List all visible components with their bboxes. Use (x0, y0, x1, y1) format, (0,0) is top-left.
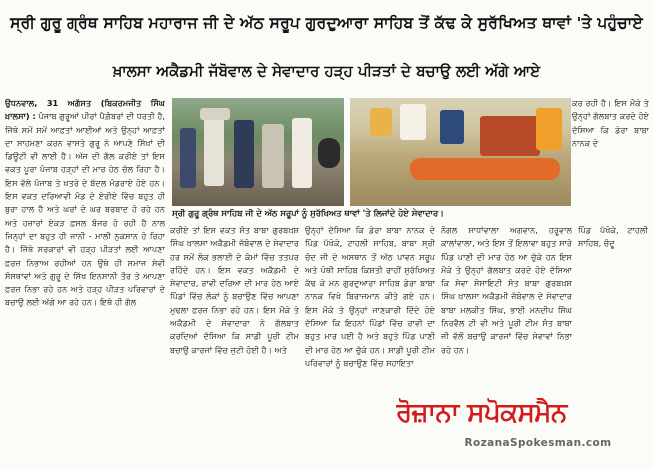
article-column-5 (572, 97, 649, 215)
article-column-4 (441, 224, 572, 394)
column-5-text: ਕਰ ਰਹੀ ਹੈ। ਇਸ ਮੌਕੇ ਤੇ ਉਨ੍ਹਾਂ ਗੱਲਬਾਤ ਕਰਦੇ ਹੋਏ ਦੱਸਿਆ ਕਿ ਡੇਰਾ ਬਾਬਾ ਨਾਨਕ ਦੇ (572, 98, 649, 148)
dateline: ਉਧਨਵਾਲ, 31 ਅਗੱਸਤ (ਬਿਕਰਮਜੀਤ ਸਿੰਘ ਖ਼ਾਲਸਾ) : (5, 98, 165, 122)
website-url: RozanaSpokesman.com (464, 437, 612, 449)
column-6-text: ਪਿੰਡ ਪੱਖੋਕੇ, ਟਾਹਲੀ ਸਾਹਿਬ, ਚੰਦੂ (578, 225, 648, 249)
headline: ਸ੍ਰੀ ਗੁਰੂ ਗ੍ਰੰਥ ਸਾਹਿਬ ਮਹਾਰਾਜ ਜੀ ਦੇ ਅੱਠ ਸਰੂਪ ਗੁਰਦੁਆਰਾ ਸਾਹਿਬ ਤੋਂ ਕੱਢ ਕੇ ਸੁਰੱਖਿਅਤ ਥਾਵਾਂ 'ਤੇ ਪਹੁੰਚਾਏ (10, 14, 643, 32)
column-4-text: ਨੰਗਲ ਸਾਧਾਂਵਾਲਾ ਅਗਵਾਨ, ਹਰੂਵਾਲ ਕਾਲਾਂਵਾਲਾ, ਅਤੇ ਇਸ ਤੋਂ ਇਲਾਵਾ ਬਹੁਤ ਸਾਰੇ ਪਿੰਡ ਪਾਣੀ ਦੀ ਮਾਰ ਹੇਠ ਆ ਚੁੱਕੇ ਹਨ ਇਸ ਮੌਕੇ ਤੇ ਉਨ੍ਹਾਂ ਗੱਲਬਾਤ ਕਰਦੇ ਹੋਏ ਦੱਸਿਆ ਕਿ ਸੇਵਾ ਸੋਸਾਇਟੀ ਸੰਤ ਬਾਬਾ ਗੁਰਬਖ਼ਸ਼ ਸਿੰਘ ਖ਼ਾਲਸਾ ਅਕੈਡਮੀ ਜੱਬੋਵਾਲ ਦੇ ਸੇਵਾਦਾਰ ਬਾਬਾ ਮਲਕੀਤ ਸਿੰਘ, ਭਾਈ ਮਨਦੀਪ ਸਿੰਘ ਨਿਰਵੈਲ ਟੀ ਵੀ ਅਤੇ ਪੂਰੀ ਟੀਮ ਸੰਤ ਬਾਬਾ ਜੀ ਵੱਲੋਂ ਬਚਾਉ ਕਾਰਜਾਂ ਵਿੱਚ ਸੇਵਾਵਾਂ ਨਿਭਾ ਰਹੇ ਹਨ। (441, 225, 572, 355)
photo-caption: ਸ੍ਰੀ ਗੁਰੂ ਗ੍ਰੰਥ ਸਾਹਿਬ ਜੀ ਦੇ ਅੱਠ ਸਰੂਪਾਂ ਨੂੰ ਸੁਰੱਖਿਅਤ ਥਾਵਾਂ 'ਤੇ ਲਿਜਾਂਦੇ ਹੋਏ ਸੇਵਾਦਾਰ। (172, 208, 444, 218)
article-column-1 (5, 97, 165, 397)
subheadline: ਖ਼ਾਲਸਾ ਅਕੈਡਮੀ ਜੱਬੋਵਾਲ ਦੇ ਸੇਵਾਦਾਰ ਹੜ੍ਹ ਪੀੜਤਾਂ ਦੇ ਬਚਾਉ ਲਈ ਅੱਗੇ ਆਏ (112, 62, 541, 80)
column-3-text: ਉਨ੍ਹਾਂ ਦੱਸਿਆ ਕਿ ਡੇਰਾ ਬਾਬਾ ਨਾਨਕ ਦੇ ਪਿੰਡ ਪੱਖੋਕੇ, ਟਾਹਲੀ ਸਾਹਿਬ, ਬਾਬਾ ਸ੍ਰੀ ਚੰਦ ਜੀ ਦੇ ਅਸਥਾਨ ਤੋਂ ਅੱਠ ਪਾਵਨ ਸਰੂਪ ਅਤੇ ਪੋਥੀ ਸਾਹਿਬ ਕਿਸ਼ਤੀ ਰਾਹੀਂ ਸੁਰੱਖਿਅਤ ਕੱਢ ਕੇ ਮਨ ਗੁਰਦੁਆਰਾ ਸਾਹਿਬ ਡੇਰਾ ਬਾਬਾ ਨਾਨਕ ਵਿਖੇ ਬਿਰਾਜਮਾਨ ਕੀਤੇ ਗਏ ਹਨ। ਇਸ ਮੌਕੇ ਤੇ ਉਨ੍ਹਾਂ ਜਾਣਕਾਰੀ ਦਿੰਦੇ ਹੋਏ ਦੱਸਿਆ ਕਿ ਇਹਨਾਂ ਪਿੰਡਾਂ ਵਿੱਚ ਰਾਵੀ ਦਾ ਬਹੁਤ ਮਾਰ ਪਈ ਹੈ ਅਤੇ ਬਹੁਤੇ ਪਿੰਡ ਪਾਣੀ ਦੀ ਮਾਰ ਹੇਠ ਆ ਚੁੱਕੇ ਹਨ। ਸਾਡੀ ਪੂਰੀ ਟੀਮ ਪਰਿਵਾਰਾਂ ਨੂੰ ਬਚਾਉਣ ਵਿੱਚ ਸਹਾਇਤਾ (305, 225, 435, 368)
column-2-text: ਕਰੀਏ ਤਾਂ ਇਸ ਵਕਤ ਸੰਤ ਬਾਬਾ ਗੁਰਬਖ਼ਸ਼ ਸਿੰਘ ਖ਼ਾਲਸਾ ਅਕੈਡਮੀ ਜੱਬੋਵਾਲ ਦੇ ਸੇਵਾਦਾਰ ਹਰ ਸਮੇਂ ਲੋਕ ਭਲਾਈ ਦੇ ਕੰਮਾਂ ਵਿੱਚ ਤਤਪਰ ਰਹਿੰਦੇ ਹਨ। ਇਸ ਵਕਤ ਅਕੈਡਮੀ ਦੇ ਸੇਵਾਦਾਰ, ਰਾਵੀ ਦਰਿਆ ਦੀ ਮਾਰ ਹੇਠ ਆਏ ਪਿੰਡਾਂ ਵਿੱਚ ਲੋਕਾਂ ਨੂੰ ਬਚਾਉਣ ਵਿੱਚ ਆਪਣਾ ਮੁਢਲਾ ਫ਼ਰਜ਼ ਨਿਭਾ ਰਹੇ ਹਨ। ਇਸ ਮੌਕੇ ਤੇ ਅਕੈਡਮੀ ਦੇ ਸੇਵਾਦਾਰਾ ਨੇ ਗੱਲਬਾਤ ਕਰਦਿਆਂ ਦੱਸਿਆ ਕਿ ਸਾਡੀ ਪੂਰੀ ਟੀਮ ਬਚਾਉ ਕਾਰਜਾਂ ਵਿੱਚ ਜੁਟੀ ਹੋਈ ਹੈ। ਅਤੇ (170, 225, 299, 355)
article-column-3 (305, 224, 435, 394)
newspaper-logo: ਰੋਜ਼ਾਨਾ ਸਪੋਕਸਮੈਨ (396, 398, 567, 428)
article-column-6 (578, 224, 648, 394)
photo-volunteers-carrying (172, 98, 344, 206)
photo-boat-rescue (350, 98, 571, 206)
article-column-2 (170, 224, 299, 394)
column-1-text: ਪੰਜਾਬ ਗੁਰੂਆਂ ਪੀਰਾਂ ਪੈਗ਼ੰਬਰਾਂ ਦੀ ਧਰਤੀ ਹੈ, ਜਿੱਥੇ ਸਮੇਂ ਸਮੇਂ ਆਫ਼ਤਾਂ ਆਈਆਂ ਅਤੇ ਉਨ੍ਹਾਂ ਆਫ਼ਤਾਂ ਦਾ ਸਾਹਮਣਾ ਕਰਨ ਵਾਸਤੇ ਗੁਰੂ ਨੇ ਆਪਣੇ ਸਿੱਖਾਂ ਦੀ ਡਿਊਟੀ ਵੀ ਲਾਈ ਹੈ। ਅੱਜ ਦੀ ਗੱਲ ਕਰੀਏ ਤਾਂ ਇਸ ਵਕਤ ਪੂਰਾ ਪੰਜਾਬ ਹੜ੍ਹਾਂ ਦੀ ਮਾਰ ਹੇਠ ਚੱਲ ਰਿਹਾ ਹੈ। ਇਸ ਵੱਲੇ ਪੰਜਾਬ ਤੇ ਖਤਰੇ ਦੇ ਬੱਦਲ ਮੰਡਰਾਏ ਹੋਏ ਹਨ। ਇਸ ਵਕਤ ਦਰਿਆਵੀ ਮੰਡ ਦੇ ਏਰੀਏ ਵਿੱਚ ਬਹੁਤ ਹੀ ਬੁਰਾ ਹਾਲ ਹੈ ਅਤੇ ਘਰਾਂ ਦੇ ਘਰ ਬਰਬਾਦ ਹੋ ਰਹੇ ਹਨ ਅਤੇ ਹਜ਼ਾਰਾਂ ਏਕੜ ਫ਼ਸਲ ਬੰਜਰ ਹੋ ਰਹੀ ਹੈ ਨਾਲ ਜਿਨ੍ਹਾਂ ਦਾ ਬਹੁਤ ਹੀ ਜਾਨੀ - ਮਾਲੀ ਨੁਕਸਾਨ ਹੋ ਰਿਹਾ ਹੈ। ਜਿੱਥੇ ਸਰਕਾਰਾਂ ਵੀ ਹੜ੍ਹ ਪੀੜਤਾਂ ਲਈ ਆਪਣਾ ਫ਼ਰਜ਼ ਨਿਭਾਅ ਰਹੀਆਂ ਹਨ ਉਥੇ ਹੀ ਸਮਾਜ ਸੇਵੀ ਸੰਸਥਾਵਾਂ ਅਤੇ ਗੁਰੂ ਦੇ ਸਿੱਖ ਇਨਸਾਨੀ ਤੌਰ ਤੇ ਆਪਣਾ ਫ਼ਰਜ਼ ਨਿਭਾ ਰਹੇ ਹਨ ਅਤੇ ਹੜ੍ਹ ਪੀੜਤ ਪਰਿਵਾਰਾਂ ਦੇ ਬਚਾਉ ਲਈ ਅੱਗੇ ਆ ਰਹੇ ਹਨ। ਇਥੇ ਹੀ ਗੱਲ (5, 111, 165, 308)
